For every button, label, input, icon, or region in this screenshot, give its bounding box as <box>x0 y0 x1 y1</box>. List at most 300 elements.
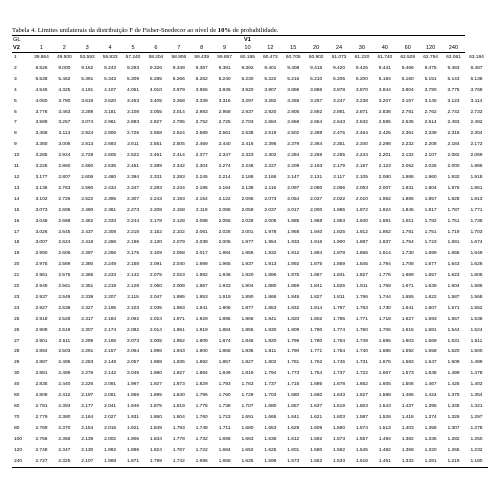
table-cell: 2.154 <box>81 425 94 431</box>
table-cell: 2.079 <box>172 240 185 246</box>
v2-row-label: 6 <box>14 109 17 115</box>
table-cell: 2.208 <box>149 207 162 213</box>
table-cell: 2.347 <box>218 153 231 159</box>
table-cell: 3.589 <box>35 120 48 126</box>
table-cell: 2.785 <box>172 120 185 126</box>
table-cell: 1.282 <box>447 436 460 442</box>
table-cell: 1.745 <box>333 360 346 366</box>
table-cell: 1.767 <box>172 447 185 453</box>
table-cell: 1.920 <box>241 273 254 279</box>
table-cell: 2.227 <box>264 164 277 170</box>
table-cell: 1.663 <box>241 436 254 442</box>
table-cell: 2.535 <box>401 120 414 126</box>
table-cell: 2.109 <box>149 251 162 257</box>
table-cell: 2.208 <box>424 142 437 148</box>
table-cell: 2.193 <box>172 196 185 202</box>
v1-column-header: 20 <box>305 44 328 53</box>
table-cell: 1.861 <box>470 185 483 191</box>
v2-row-label: 21 <box>14 273 20 279</box>
table-cell: 1.977 <box>241 240 254 246</box>
table-cell: 1.932 <box>447 174 460 180</box>
table-cell: 2.080 <box>310 185 323 191</box>
table-cell: 3.177 <box>35 174 48 180</box>
table-cell: 2.511 <box>58 338 71 344</box>
table-cell: 2.023 <box>172 273 185 279</box>
table-cell: 1.626 <box>470 262 483 268</box>
table-cell: 1.708 <box>401 262 414 268</box>
table-cell: 1.948 <box>218 273 231 279</box>
table-cell: 1.875 <box>149 404 162 409</box>
table-cell: 1.509 <box>447 360 460 366</box>
table-cell: 1.722 <box>355 371 368 377</box>
table-cell: 5.266 <box>172 76 185 82</box>
table-cell: 57.240 <box>125 55 141 60</box>
table-cell: 1.929 <box>195 316 208 322</box>
table-cell: 2.038 <box>195 240 208 246</box>
table-row <box>12 315 488 326</box>
table-cell: 8.526 <box>35 65 48 71</box>
table-cell: 61.073 <box>331 55 347 60</box>
table-cell: 1.940 <box>355 218 368 224</box>
table-cell: 2.395 <box>104 196 117 202</box>
table-cell: 2.342 <box>172 164 185 170</box>
table-cell: 2.164 <box>218 185 231 191</box>
v2-row-label: 14 <box>14 196 20 202</box>
table-cell: 1.776 <box>378 273 391 279</box>
table-cell: 9.293 <box>127 65 139 71</box>
table-cell: 2.589 <box>195 131 208 137</box>
table-cell: 1.568 <box>378 393 391 399</box>
table-cell: 1.677 <box>424 262 437 268</box>
table-cell: 1.965 <box>218 262 231 268</box>
table-cell: 1.857 <box>310 273 323 279</box>
table-cell: 1.621 <box>310 414 323 420</box>
table-cell: 1.799 <box>287 338 300 344</box>
table-cell: 1.877 <box>241 305 254 311</box>
table-cell: 1.605 <box>378 382 391 388</box>
table-cell: 1.820 <box>287 316 300 322</box>
table-cell: 2.060 <box>149 284 162 290</box>
table-cell: 1.819 <box>172 404 185 409</box>
table-cell: 61.220 <box>354 55 370 60</box>
table-cell: 2.490 <box>81 207 94 213</box>
table-cell: 3.339 <box>195 98 208 104</box>
table-cell: 1.781 <box>401 229 414 235</box>
table-cell: 2.064 <box>127 349 139 355</box>
table-cell: 3.225 <box>35 164 48 170</box>
table-cell: 2.102 <box>172 229 185 235</box>
table-cell: 1.695 <box>378 338 391 344</box>
v2-row-label: 7 <box>14 120 17 126</box>
table-cell: 1.802 <box>310 316 323 322</box>
table-cell: 1.827 <box>310 294 323 300</box>
table-cell: 2.624 <box>58 240 71 246</box>
v2-label: V2 <box>12 44 30 53</box>
table-cell: 1.853 <box>264 305 277 311</box>
table-cell: 9.367 <box>195 65 208 71</box>
table-cell: 2.184 <box>104 316 117 322</box>
v2-row-label: 5 <box>14 98 17 104</box>
table-cell: 1.666 <box>447 251 460 257</box>
table-cell: 2.380 <box>81 262 94 268</box>
table-cell: 1.730 <box>401 251 414 257</box>
table-cell: 2.166 <box>264 174 277 180</box>
table-cell: 1.655 <box>401 294 414 300</box>
table-cell: 2.549 <box>58 294 71 300</box>
table-cell: 1.489 <box>470 360 483 366</box>
table-cell: 1.773 <box>287 371 300 377</box>
table-cell: 2.207 <box>104 294 117 300</box>
table-cell: 2.041 <box>104 404 117 409</box>
table-cell: 2.725 <box>218 120 231 126</box>
table-cell: 2.414 <box>172 153 185 159</box>
table-cell: 3.360 <box>35 142 48 148</box>
table-cell: 1.729 <box>241 393 254 399</box>
table-cell: 2.057 <box>127 360 139 366</box>
table-cell: 1.336 <box>424 436 437 442</box>
v2-row-label: 240 <box>12 457 30 468</box>
table-cell: 3.878 <box>333 87 346 93</box>
table-cell: 9.466 <box>401 65 414 71</box>
table-cell: 2.274 <box>218 164 231 170</box>
table-cell: 3.257 <box>58 120 71 126</box>
table-cell: 1.912 <box>355 229 368 235</box>
table-cell: 2.316 <box>447 131 460 137</box>
table-cell: 2.249 <box>104 262 117 268</box>
table-cell: 1.956 <box>241 251 254 257</box>
table-cell: 1.918 <box>470 174 483 180</box>
table-cell: 1.749 <box>355 338 368 344</box>
table-cell: 5.143 <box>447 76 460 82</box>
table-cell: 3.458 <box>35 131 48 137</box>
table-cell: 1.832 <box>287 305 300 311</box>
table-cell: 9.243 <box>104 65 117 71</box>
v2-row-label: 27 <box>14 338 20 344</box>
v2-row-label: 9 <box>14 142 17 148</box>
table-cell: 3.026 <box>35 229 48 235</box>
table-cell: 1.935 <box>172 360 185 366</box>
table-cell: 53.593 <box>79 55 95 60</box>
table-cell: 1.809 <box>287 327 300 333</box>
table-cell: 3.102 <box>35 196 48 202</box>
table-cell: 2.196 <box>127 240 139 246</box>
table-cell: 2.269 <box>310 153 323 159</box>
table-cell: 1.703 <box>470 229 483 235</box>
table-cell: 1.860 <box>149 414 162 420</box>
table-cell: 2.022 <box>333 196 346 202</box>
table-cell: 62.794 <box>423 55 438 60</box>
v2-row-label: 17 <box>14 229 20 235</box>
table-row <box>12 282 488 293</box>
v2-row-label: 60 <box>14 404 20 409</box>
table-cell: 1.892 <box>195 360 208 366</box>
table-cell: 2.365 <box>81 273 94 279</box>
table-cell: 1.573 <box>401 371 414 377</box>
table-cell: 1.653 <box>264 425 277 431</box>
table-cell: 1.598 <box>259 457 282 468</box>
table-cell: 2.606 <box>58 251 71 257</box>
table-cell: 1.933 <box>287 240 300 246</box>
table-cell: 1.685 <box>378 349 391 355</box>
v1-column-header: 9 <box>213 44 236 53</box>
table-cell: 1.865 <box>355 251 368 257</box>
table-cell: 60.902 <box>308 55 324 60</box>
table-cell: 1.763 <box>241 382 254 388</box>
table-cell: 3.113 <box>58 131 71 137</box>
table-cell: 1.699 <box>424 251 437 257</box>
table-cell: 2.131 <box>310 174 323 180</box>
table-cell: 2.061 <box>195 229 208 235</box>
table-row <box>12 86 488 97</box>
table-cell: 2.005 <box>149 338 162 344</box>
table-cell: 1.866 <box>264 294 277 300</box>
table-cell: 1.932 <box>264 251 277 257</box>
table-cell: 2.887 <box>35 360 48 366</box>
table-cell: 1.884 <box>195 371 208 377</box>
table-cell: 1.665 <box>264 414 277 420</box>
table-cell: 2.005 <box>218 240 231 246</box>
table-cell: 2.308 <box>104 229 117 235</box>
table-cell: 2.014 <box>149 327 162 333</box>
table-cell: 2.122 <box>218 196 231 202</box>
table-cell: 1.437 <box>401 404 414 409</box>
table-cell: 1.516 <box>350 457 373 468</box>
v1-column-header: 1 <box>30 44 53 53</box>
table-body <box>12 53 488 468</box>
table-cell: 1.924 <box>378 207 391 213</box>
table-cell: 1.916 <box>310 240 323 246</box>
table-cell: 1.604 <box>447 284 460 290</box>
v2-row-label: 11 <box>14 164 19 170</box>
table-cell: 2.654 <box>310 120 323 126</box>
table-row <box>12 64 488 75</box>
table-cell: 2.440 <box>58 382 71 388</box>
table-row <box>12 391 488 402</box>
table-cell: 2.026 <box>424 164 437 170</box>
table-cell: 1.840 <box>172 393 185 399</box>
table-cell: 2.522 <box>127 153 139 159</box>
table-cell: 9.475 <box>424 65 437 71</box>
table-cell: 2.595 <box>378 120 391 126</box>
table-cell: 1.569 <box>424 338 437 344</box>
table-cell: 1.232 <box>470 447 483 453</box>
table-row <box>12 129 488 140</box>
table-cell: 2.304 <box>470 131 483 137</box>
table-row <box>12 108 488 119</box>
table-cell: 1.219 <box>442 457 465 468</box>
table-cell: 2.605 <box>104 153 117 159</box>
table-cell: 9.000 <box>58 65 71 71</box>
table-cell: 1.751 <box>424 229 437 235</box>
table-cell: 9.483 <box>447 65 460 71</box>
table-cell: 5.230 <box>241 76 254 82</box>
table-cell: 39.864 <box>34 55 49 60</box>
table-cell: 1.836 <box>241 349 254 355</box>
table-cell: 2.082 <box>447 153 460 159</box>
table-row <box>12 337 488 348</box>
table-cell: 1.968 <box>310 218 323 224</box>
table-cell: 2.480 <box>104 174 117 180</box>
table-cell: 2.059 <box>241 207 254 213</box>
table-cell: 3.297 <box>241 98 254 104</box>
table-cell: 9.441 <box>378 65 391 71</box>
table-cell: 1.552 <box>305 457 328 468</box>
table-cell: 2.028 <box>241 218 254 224</box>
table-row <box>12 217 488 228</box>
table-cell: 1.829 <box>195 382 208 388</box>
v2-row-label: 100 <box>14 436 23 442</box>
table-cell: 2.440 <box>218 142 231 148</box>
table-cell: 2.244 <box>355 153 368 159</box>
table-cell: 2.351 <box>81 284 94 290</box>
table-cell: 2.086 <box>218 207 231 213</box>
table-cell: 3.289 <box>81 109 94 115</box>
table-cell: 2.054 <box>287 196 300 202</box>
table-cell: 1.719 <box>447 229 460 235</box>
table-cell: 1.629 <box>287 425 300 431</box>
table-cell: 1.943 <box>172 349 185 355</box>
table-cell: 1.927 <box>149 382 162 388</box>
v2-row-label: 15 <box>14 207 20 213</box>
table-cell: 1.819 <box>241 371 254 377</box>
table-cell: 1.609 <box>310 425 323 431</box>
table-cell: 2.273 <box>127 207 139 213</box>
table-cell: 3.257 <box>310 98 323 104</box>
table-cell: 2.726 <box>58 196 71 202</box>
table-cell: 2.425 <box>378 131 391 137</box>
table-cell: 1.368 <box>401 447 414 453</box>
v2-row-label: 10 <box>14 153 20 159</box>
table-cell: 1.499 <box>447 371 460 377</box>
table-cell: 2.158 <box>172 207 185 213</box>
v2-row-label: 20 <box>14 262 20 268</box>
table-cell: 1.895 <box>149 393 162 399</box>
table-cell: 1.601 <box>287 447 300 453</box>
table-cell: 49.500 <box>57 55 72 60</box>
table-cell: 1.586 <box>470 284 483 290</box>
table-cell: 2.752 <box>195 120 208 126</box>
table-cell: 2.990 <box>35 251 48 257</box>
table-cell: 2.732 <box>470 109 483 115</box>
table-cell: 2.117 <box>333 174 345 180</box>
table-cell: 2.347 <box>127 185 139 191</box>
table-cell: 2.514 <box>424 120 437 126</box>
table-cell: 1.841 <box>333 273 346 279</box>
table-cell: 2.961 <box>35 273 48 279</box>
table-cell: 1.544 <box>447 327 460 333</box>
table-cell: 2.214 <box>218 174 231 180</box>
table-cell: 2.095 <box>241 196 254 202</box>
table-cell: 1.894 <box>310 251 323 257</box>
table-cell: 1.731 <box>355 360 368 366</box>
table-cell: 2.347 <box>58 447 71 453</box>
table-cell: 5.343 <box>104 76 117 82</box>
table-cell: 4.107 <box>104 87 117 93</box>
table-cell: 2.058 <box>172 251 185 257</box>
table-cell: 1.500 <box>470 349 483 355</box>
table-cell: 2.000 <box>447 164 460 170</box>
table-cell: 2.245 <box>195 174 208 180</box>
table-cell: 2.177 <box>81 404 94 409</box>
table-cell: 2.958 <box>218 109 231 115</box>
table-cell: 1.722 <box>195 447 208 453</box>
table-cell: 63.194 <box>469 54 484 60</box>
table-cell: 2.883 <box>127 120 139 126</box>
table-cell: 2.037 <box>310 196 323 202</box>
table-cell: 2.835 <box>35 382 48 388</box>
table-cell: 2.333 <box>104 218 117 224</box>
table-row <box>12 140 488 151</box>
table-cell: 1.557 <box>355 436 368 442</box>
table-cell: 2.901 <box>35 338 48 344</box>
table-row <box>12 162 488 173</box>
table-cell: 1.760 <box>355 327 368 333</box>
table-cell: 5.138 <box>470 76 483 82</box>
table-cell: 1.896 <box>264 273 277 279</box>
table-cell: 2.394 <box>127 174 139 180</box>
table-cell: 2.115 <box>127 294 139 300</box>
table-cell: 1.793 <box>172 425 185 431</box>
v2-row-label: 29 <box>14 360 20 366</box>
table-cell: 1.827 <box>241 360 254 366</box>
table-cell: 1.982 <box>195 273 208 279</box>
table-cell: 4.010 <box>149 87 162 93</box>
table-cell: 2.881 <box>333 109 346 115</box>
table-cell: 2.538 <box>241 131 254 137</box>
table-cell: 3.920 <box>241 87 254 93</box>
table-cell: 2.742 <box>447 109 460 115</box>
v2-row-label: 18 <box>14 240 20 246</box>
table-cell: 2.389 <box>149 164 162 170</box>
table-cell: 5.538 <box>35 76 48 82</box>
table-cell: 1.622 <box>424 294 437 300</box>
table-cell: 1.992 <box>104 447 117 453</box>
table-cell: 3.886 <box>310 87 323 93</box>
table-cell: 5.200 <box>355 76 368 82</box>
table-cell: 1.637 <box>310 404 323 409</box>
table-cell: 1.933 <box>218 284 231 290</box>
table-cell: 3.405 <box>149 98 162 104</box>
table-cell: 5.216 <box>287 76 300 82</box>
table-cell: 1.790 <box>310 327 323 333</box>
v1-column-header: 40 <box>373 44 396 53</box>
table-cell: 1.814 <box>378 251 391 257</box>
table-cell: 1.895 <box>218 316 231 322</box>
table-cell: 2.088 <box>195 218 208 224</box>
table-cell: 1.587 <box>447 294 460 300</box>
table-cell: 2.195 <box>104 305 117 311</box>
table-cell: 9.349 <box>172 65 185 71</box>
table-cell: 1.674 <box>470 240 483 246</box>
table-cell: 1.580 <box>310 447 323 453</box>
table-cell: 3.463 <box>58 109 71 115</box>
table-cell: 1.603 <box>333 414 346 420</box>
table-cell: 2.813 <box>81 142 94 148</box>
table-cell: 2.107 <box>76 457 99 468</box>
table-row <box>12 271 488 282</box>
table-cell: 2.412 <box>58 393 71 399</box>
table-row <box>12 424 488 435</box>
table-cell: 1.382 <box>401 436 414 442</box>
table-cell: 2.339 <box>424 131 437 137</box>
table-cell: 1.972 <box>355 207 368 213</box>
table-cell: 2.092 <box>127 316 139 322</box>
table-cell: 5.151 <box>424 76 437 82</box>
table-cell: 1.953 <box>333 218 346 224</box>
table-cell: 1.827 <box>355 273 368 279</box>
table-cell: 2.538 <box>58 305 71 311</box>
table-cell: 1.715 <box>287 382 300 388</box>
